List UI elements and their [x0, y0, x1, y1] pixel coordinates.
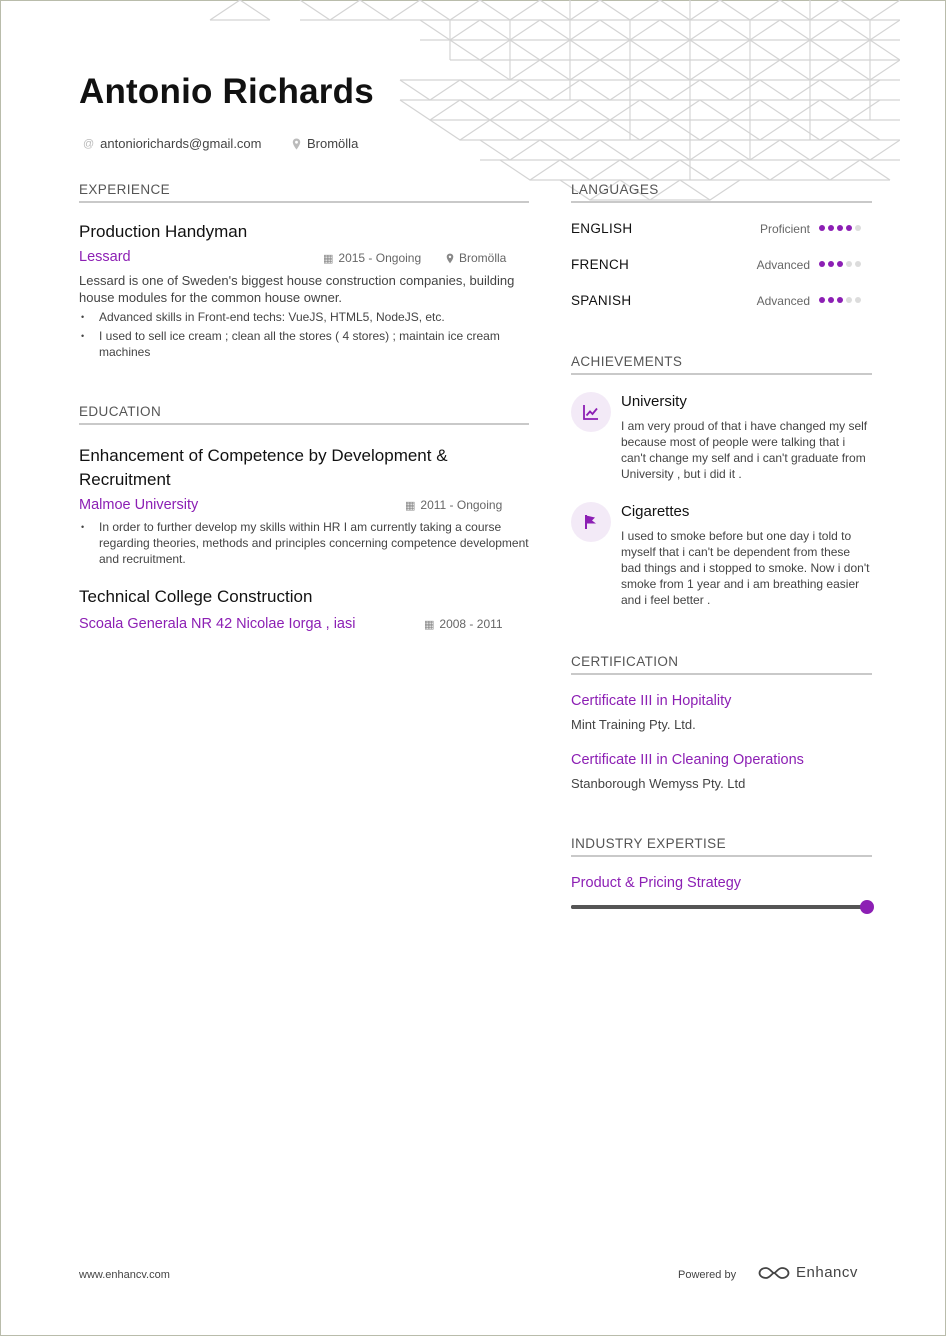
language-name: SPANISH [571, 293, 632, 308]
job-location-text: Bromölla [459, 251, 507, 265]
rating-dot-filled [819, 225, 825, 231]
job-dates-text: 2015 - Ongoing [338, 251, 422, 265]
expertise-divider [571, 855, 872, 857]
location-text: Bromölla [307, 136, 359, 151]
expertise-name: Product & Pricing Strategy [571, 875, 742, 891]
expertise-section-title: INDUSTRY EXPERTISE [571, 836, 726, 851]
job-description: Lessard is one of Sweden's biggest house construction companies, building house modules for the common house owner. [79, 273, 515, 305]
language-name: ENGLISH [571, 221, 633, 236]
language-level: Proficient [759, 222, 810, 236]
language-level: Advanced [756, 258, 810, 272]
certificate-name[interactable]: Certificate III in Hopitality [571, 693, 732, 709]
languages-section-title: LANGUAGES [571, 182, 659, 197]
candidate-name: Antonio Richards [79, 72, 374, 111]
language-rating-dots [819, 297, 861, 303]
education-divider [79, 423, 529, 425]
certificate-org: Stanborough Wemyss Pty. Ltd [571, 776, 746, 791]
location-pin-icon [292, 138, 301, 150]
education-degree: Technical College Construction [79, 587, 313, 606]
education-section-title: EDUCATION [79, 404, 162, 419]
languages-divider [571, 201, 872, 203]
education-bullet: • In order to further develop my skills within HR I am currently taking a course regarding theories, methods and principles concerning competence development and recruitment. [79, 519, 549, 567]
certificate-name[interactable]: Certificate III in Cleaning Operations [571, 752, 804, 768]
rating-dot-empty [855, 297, 861, 303]
achievement-text: I am very proud of that i have changed my self because most of people were talking that i can't change my self and i can't graduate from University , but i did it . [621, 419, 868, 481]
location-pin-icon [446, 253, 454, 264]
experience-section-title: EXPERIENCE [79, 182, 171, 197]
rating-dot-empty [846, 297, 852, 303]
education-school[interactable]: Scoala Generala NR 42 Nicolae Iorga , iasi [79, 616, 356, 632]
job-bullet: • I used to sell ice cream ; clean all the stores ( 4 stores) ; maintain ice cream machines [79, 328, 539, 360]
trending-up-icon [571, 392, 611, 432]
calendar-icon: ▦ [405, 499, 416, 512]
rating-dot-filled [837, 261, 843, 267]
certificate-org: Mint Training Pty. Ltd. [571, 717, 696, 732]
footer-powered-by: Powered by [678, 1269, 737, 1281]
rating-dot-empty [855, 261, 861, 267]
job-bullet: • Advanced skills in Front-end techs: VueJS, HTML5, NodeJS, etc. [79, 309, 539, 325]
flag-icon [571, 502, 611, 542]
job-company[interactable]: Lessard [79, 249, 131, 265]
job-location [446, 251, 506, 265]
education-dates-text: 2008 - 2011 [439, 617, 503, 631]
rating-dot-empty [855, 225, 861, 231]
rating-dot-filled [819, 261, 825, 267]
experience-divider [79, 201, 529, 203]
email-text: antoniorichards@gmail.com [100, 136, 262, 151]
contact-email[interactable] [83, 136, 262, 151]
rating-dot-filled [837, 297, 843, 303]
language-rating-dots [819, 225, 861, 231]
education-dates-text: 2011 - Ongoing [420, 498, 503, 512]
achievement-title: Cigarettes [621, 503, 690, 520]
rating-dot-filled [828, 225, 834, 231]
certification-divider [571, 673, 872, 675]
achievements-section-title: ACHIEVEMENTS [571, 354, 683, 369]
expertise-level-knob [860, 900, 874, 914]
education-degree: Enhancement of Competence by Development & Recruitment [79, 446, 448, 489]
rating-dot-filled [828, 297, 834, 303]
language-level: Advanced [756, 294, 810, 308]
education-school[interactable]: Malmoe University [79, 497, 199, 513]
language-rating-dots [819, 261, 861, 267]
contact-location [292, 136, 358, 151]
job-role: Production Handyman [79, 222, 248, 241]
achievement-title: University [621, 393, 687, 410]
education-dates [424, 617, 503, 631]
calendar-icon: ▦ [323, 252, 334, 265]
achievement-text: I used to smoke before but one day i told to myself that i can't be dependent from these bad things and i stopped to smoke. Now i don't smoke from 1 year and i am breathing easier and i feel better . [621, 529, 870, 607]
language-name: FRENCH [571, 257, 630, 272]
certification-section-title: CERTIFICATION [571, 654, 679, 669]
calendar-icon: ▦ [424, 618, 435, 631]
education-dates [405, 498, 502, 512]
expertise-level-fill [571, 905, 867, 909]
achievements-divider [571, 373, 872, 375]
rating-dot-filled [846, 225, 852, 231]
rating-dot-empty [846, 261, 852, 267]
rating-dot-filled [819, 297, 825, 303]
enhancv-logo-icon [758, 1265, 790, 1281]
rating-dot-filled [828, 261, 834, 267]
enhancv-logo-text: Enhancv [796, 1264, 858, 1281]
at-icon: @ [83, 137, 95, 150]
rating-dot-filled [837, 225, 843, 231]
enhancv-logo[interactable] [758, 1264, 858, 1281]
expertise-level-bar [571, 905, 867, 909]
job-dates [323, 251, 421, 265]
footer-url[interactable]: www.enhancv.com [79, 1269, 170, 1281]
